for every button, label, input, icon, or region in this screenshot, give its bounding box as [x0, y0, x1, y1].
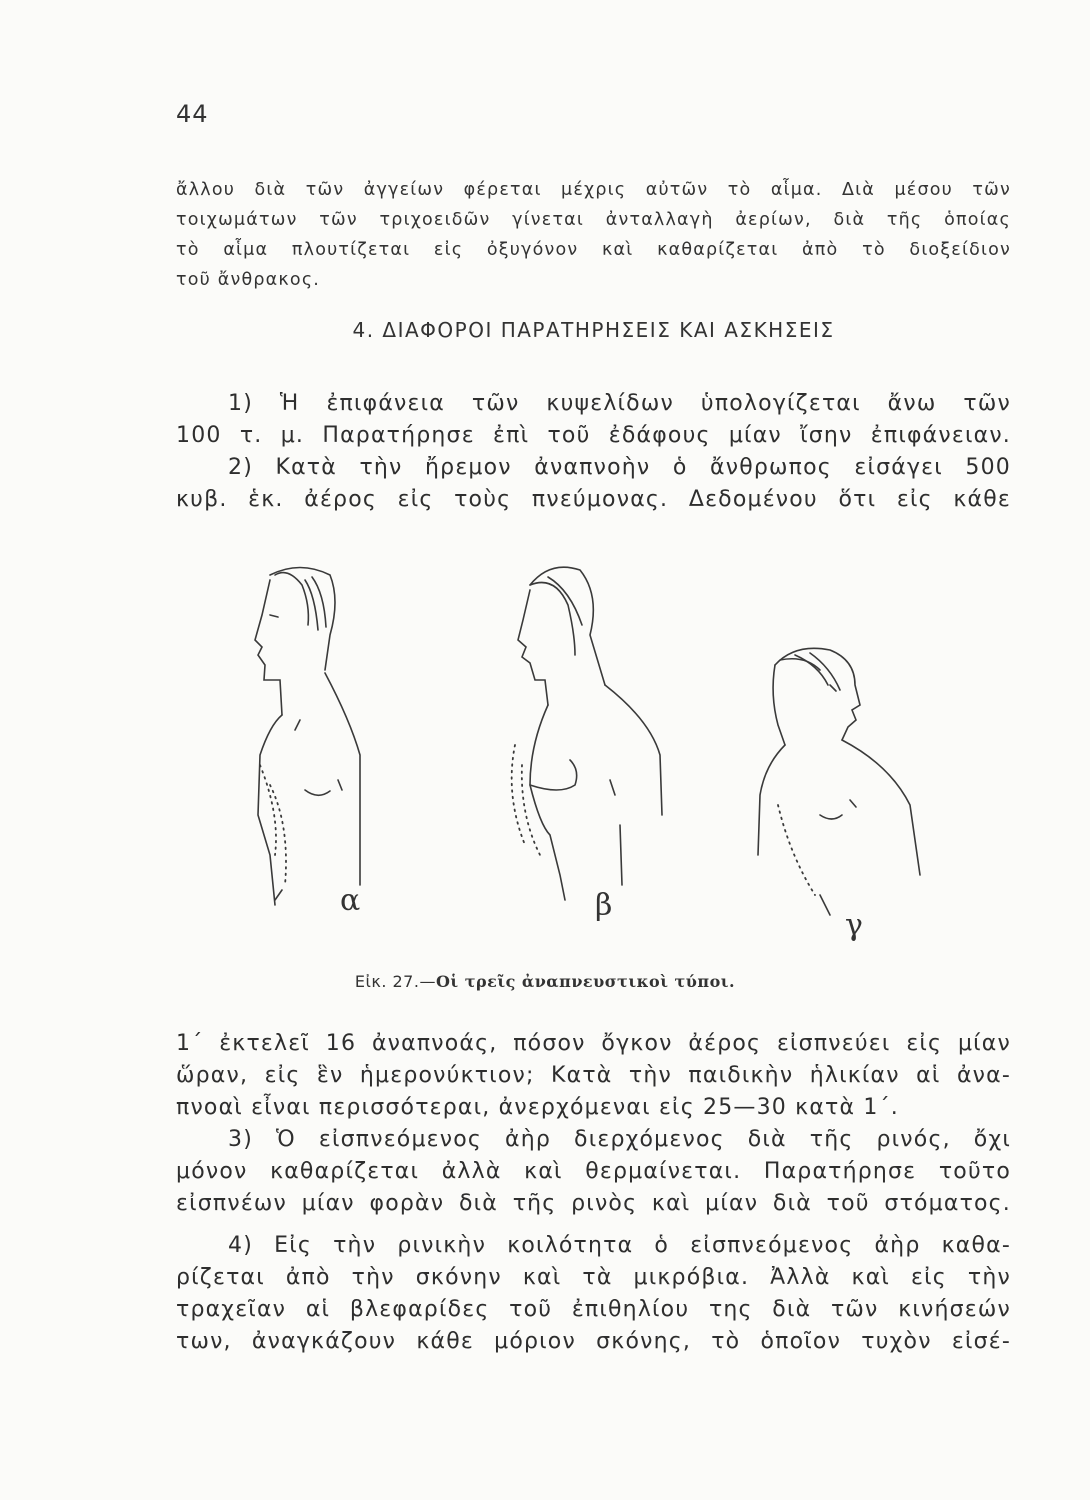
- text-line: 4) Εἰς τὴν ρινικὴν κοιλότητα ὁ εἰσπνεόμενος ἀὴρ καθα-: [228, 1233, 1011, 1258]
- caption-prefix: Εἰκ. 27.—: [354, 972, 436, 991]
- text-line: των, ἀναγκάζουν κάθε μόριον σκόνης, τὸ ὁποῖον τυχὸν εἰσέ-: [176, 1329, 1011, 1354]
- text-line: 100 τ. μ. Παρατήρησε ἐπὶ τοῦ ἐδάφους μίαν ἴσην ἐπιφάνειαν.: [176, 423, 1011, 448]
- text-line: τραχεῖαν αἱ βλεφαρίδες τοῦ ἐπιθηλίου της διὰ τῶν κινήσεών: [176, 1297, 1011, 1322]
- text-line: 1΄ ἐκτελεῖ 16 ἀναπνοάς, πόσον ὄγκον ἀέρος εἰσπνεύει εἰς μίαν: [176, 1031, 1011, 1056]
- text-line: εἰσπνέων μίαν φορὰν διὰ τῆς ρινὸς καὶ μίαν διὰ τοῦ στόματος.: [176, 1191, 1011, 1216]
- figure-label-alpha: α: [340, 883, 361, 918]
- exercise-block-1: [176, 388, 1011, 516]
- text-line: τοῦ ἄνθρακος.: [176, 270, 321, 290]
- text-line: κυβ. ἑκ. ἀέρος εἰς τοὺς πνεύμονας. Δεδομένου ὅτι εἰς κάθε: [176, 487, 1011, 512]
- text-line: 3) Ὁ εἰσπνεόμενος ἀὴρ διερχόμενος διὰ τῆς ρινός, ὄχι: [228, 1127, 1011, 1152]
- text-line: τὸ αἷμα πλουτίζεται εἰς ὀξυγόνον καὶ καθαρίζεται ἀπὸ τὸ διοξείδιον: [176, 240, 1011, 260]
- text-line: ἄλλου διὰ τῶν ἀγγείων φέρεται μέχρις αὐτῶν τὸ αἷμα. Διὰ μέσου τῶν: [176, 180, 1011, 200]
- page-number: 44: [176, 100, 209, 128]
- exercise-block-2: [176, 1028, 1011, 1358]
- text-line: μόνον καθαρίζεται ἀλλὰ καὶ θερμαίνεται. Παρατήρησε τοῦτο: [176, 1159, 1011, 1184]
- breathing-types-figure: [230, 555, 950, 965]
- intro-paragraph: [176, 175, 1011, 295]
- text-line: τοιχωμάτων τῶν τριχοειδῶν γίνεται ἀνταλλαγὴ ἀερίων, διὰ τῆς ὁποίας: [176, 210, 1011, 230]
- text-line: ρίζεται ἀπὸ τὴν σκόνην καὶ τὰ μικρόβια. Ἀλλὰ καὶ εἰς τὴν: [176, 1265, 1011, 1290]
- text-line: 2) Κατὰ τὴν ἤρεμον ἀναπνοὴν ὁ ἄνθρωπος εἰσάγει 500: [228, 455, 1011, 480]
- figure-alpha-drawing: [255, 568, 360, 906]
- figure-caption: [0, 972, 1090, 991]
- figure-beta-drawing: [512, 567, 662, 900]
- figure-illustration: [230, 555, 950, 965]
- text-line: ὥραν, εἰς ἓν ἡμερονύκτιον; Κατὰ τὴν παιδικὴν ἡλικίαν αἱ ἀνα-: [176, 1063, 1011, 1088]
- caption-text: Οἱ τρεῖς ἀναπνευστικοὶ τύποι.: [435, 972, 736, 991]
- figure-label-gamma: γ: [845, 908, 863, 943]
- figure-gamma-drawing: [758, 648, 920, 915]
- figure-label-beta: β: [595, 888, 613, 923]
- section-heading: 4. ΔΙΑΦΟΡΟΙ ΠΑΡΑΤΗΡΗΣΕΙΣ ΚΑΙ ΑΣΚΗΣΕΙΣ: [352, 318, 835, 342]
- text-line: 1) Ἡ ἐπιφάνεια τῶν κυψελίδων ὑπολογίζεται ἄνω τῶν: [228, 391, 1011, 416]
- text-line: πνοαὶ εἶναι περισσότεραι, ἀνερχόμεναι εἰς 25—30 κατὰ 1΄.: [176, 1095, 899, 1120]
